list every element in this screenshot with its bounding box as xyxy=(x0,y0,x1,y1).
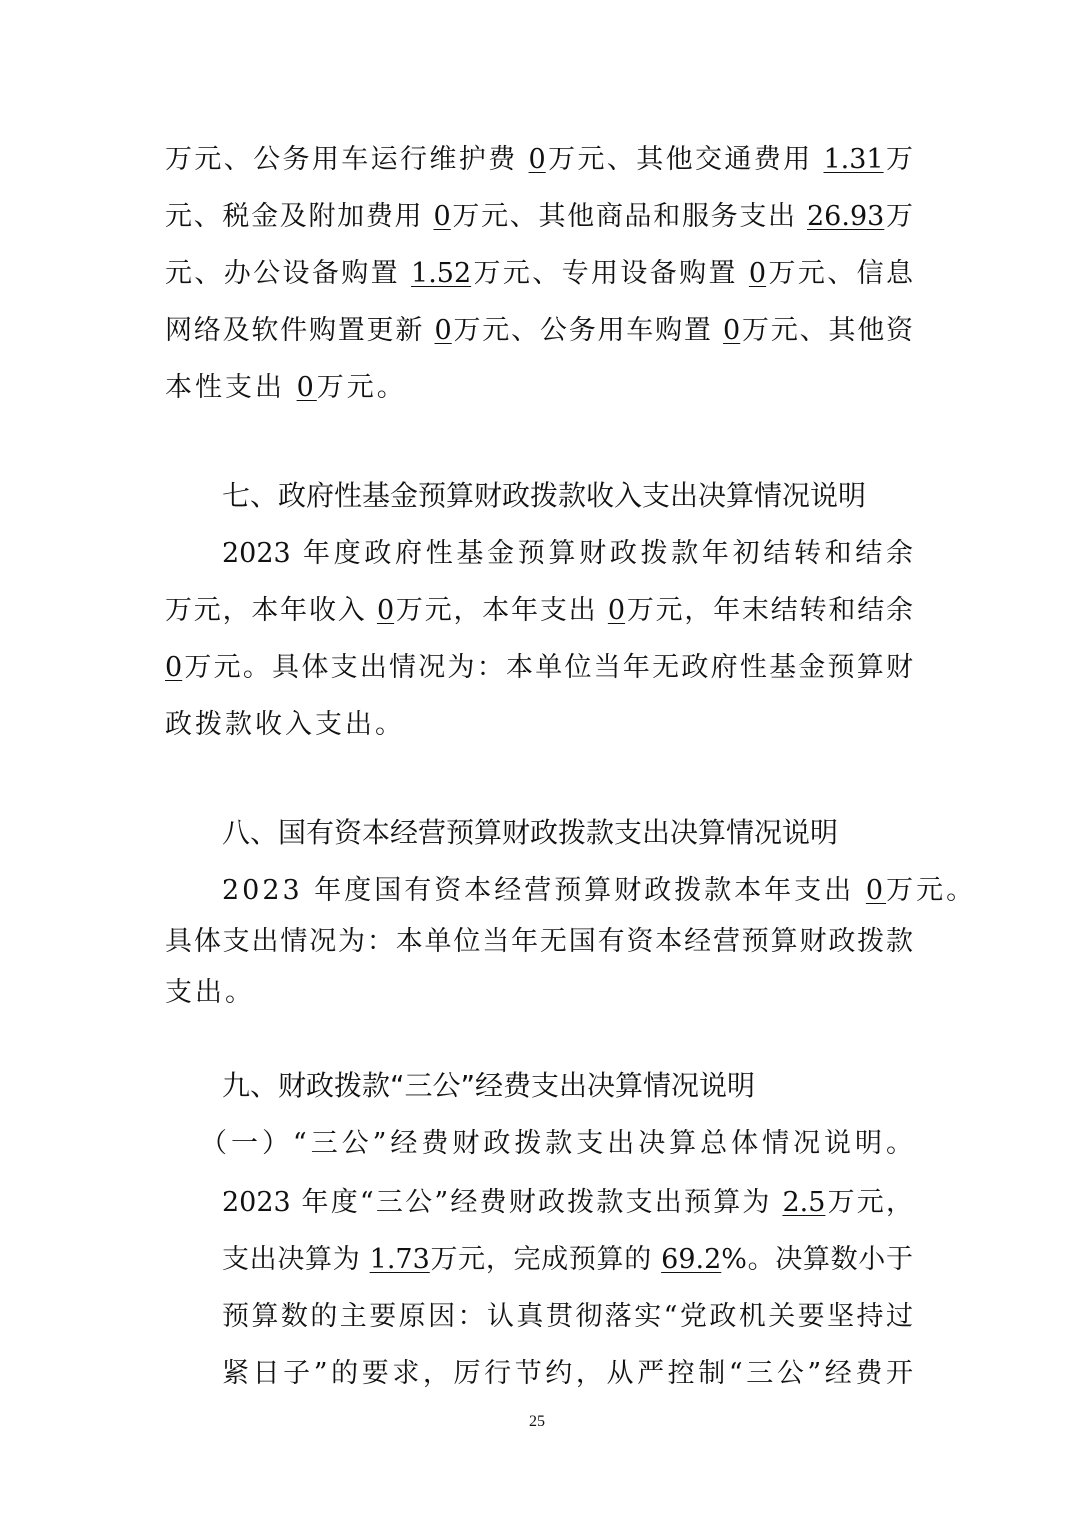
subsection-heading: （一）“三公”经费财政拨款支出决算总体情况说明。 xyxy=(200,1128,913,1159)
paragraph-line: 支出。 xyxy=(165,977,255,1008)
paragraph-line: 支出决算为 1.73万元，完成预算的 69.2%。决算数小于 xyxy=(222,1244,913,1275)
paragraph-line: 紧日子”的要求，厉行节约，从严控制“三公”经费开 xyxy=(222,1358,913,1389)
paragraph-line: 2023 年度政府性基金预算财政拨款年初结转和结余 xyxy=(222,538,913,569)
section-heading-7: 七、政府性基金预算财政拨款收入支出决算情况说明 xyxy=(222,479,867,512)
page-number: 25 xyxy=(529,1413,545,1430)
paragraph-line: 元、税金及附加费用 0万元、其他商品和服务支出 26.93万 xyxy=(165,201,913,232)
paragraph-line: 元、办公设备购置 1.52万元、专用设备购置 0万元、信息 xyxy=(165,258,913,289)
paragraph-line: 预算数的主要原因：认真贯彻落实“党政机关要坚持过 xyxy=(222,1301,913,1332)
paragraph-line: 网络及软件购置更新 0万元、公务用车购置 0万元、其他资 xyxy=(165,315,913,346)
paragraph-line: 万元，本年收入 0万元，本年支出 0万元，年末结转和结余 xyxy=(165,595,913,626)
paragraph-line: 2023 年度国有资本经营预算财政拨款本年支出 0万元。 xyxy=(222,875,977,906)
paragraph-line: 万元、公务用车运行维护费 0万元、其他交通费用 1.31万 xyxy=(165,144,913,175)
paragraph-line: 政拨款收入支出。 xyxy=(165,709,405,740)
section-heading-9: 九、财政拨款“三公”经费支出决算情况说明 xyxy=(222,1069,756,1102)
paragraph-line: 2023 年度“三公”经费财政拨款支出预算为 2.5万元， xyxy=(222,1187,914,1218)
paragraph-line: 具体支出情况为：本单位当年无国有资本经营预算财政拨款 xyxy=(165,926,913,957)
paragraph-line: 本性支出 0万元。 xyxy=(165,372,407,403)
paragraph-line: 0万元。具体支出情况为：本单位当年无政府性基金预算财 xyxy=(165,652,913,683)
section-heading-8: 八、国有资本经营预算财政拨款支出决算情况说明 xyxy=(222,816,839,849)
